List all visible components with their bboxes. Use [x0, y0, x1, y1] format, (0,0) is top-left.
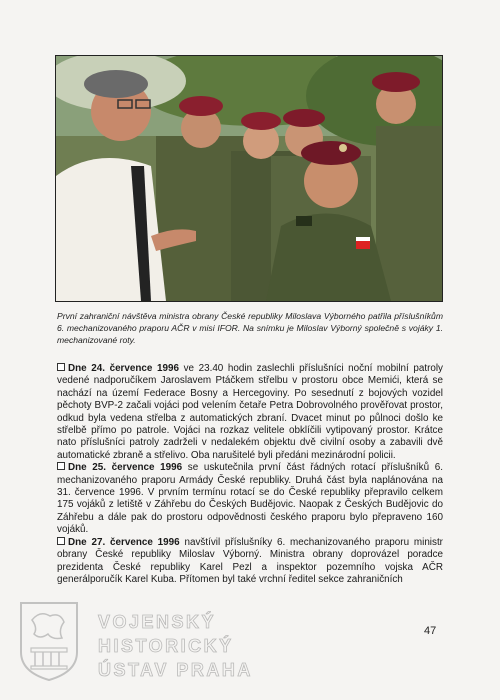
entry-date: Dne 24. července 1996 [68, 363, 179, 374]
entry-date: Dne 25. července 1996 [68, 462, 183, 474]
entry-date: Dne 27. července 1996 [68, 536, 180, 548]
photo-soldiers-minister [56, 56, 442, 301]
entry-text: se uskutečnila první část řádných rotací příslušníků 6. mechanizovaného praporu Armády České republiky. Druhá část byla naplánována na 31. července 1996. V prvním termínu rotací se do České republiky přepravilo celkem 175 vojáků z letiště v Záhřebu do Českých Budějovic. Naopak z Českých Budějovic do Záhřebu a dále pak do prostoru odpovědnosti českého praporu bylo přepraveno 160 vojáků. [57, 462, 443, 536]
bullet-square-icon [57, 537, 65, 545]
watermark-line: HISTORICKÝ [98, 636, 234, 656]
watermark [18, 600, 298, 690]
photo-caption: První zahraniční návštěva ministra obrany České republiky Miloslava Výborného patřila příslušníkům 6. mechanizovaného praporu AČR v misi IFOR. Na snímku je Miloslav Výborný společně s vojáky 1. mechanizované roty. [57, 311, 443, 345]
bullet-square-icon [57, 363, 65, 371]
bullet-square-icon [57, 462, 65, 470]
entry-paragraph [57, 537, 443, 587]
entry-text: navštívil příslušníky 6. mechanizovaného praporu ministr obrany České republiky Miloslav Výborný. Ministra obrany doprovázel poradce prezidenta České republiky Karel Pezl a inspektor pozemního vojska AČR generálporučík Karel Kuba. Přítomen byl také vrchní ředitel sekce zahraničních [57, 536, 443, 585]
entry-text: ve 23.40 hodin zaslechli příslušníci noční mobilní patroly vedené nadporučíkem Jaroslavem Ptáčkem střelbu v prostoru obce Memići, která se nachází na území Federace Bosny a Hercegoviny. Po sesednutí z bojových vozidel pěchoty BVP-2 začali vojáci pod velením četaře Petra Dobrovolného prověřovat prostor, odkud byla vedena střelba z automatických zbraní. Dvacet minut po půlnoci došlo ke střelbě přímo po patrole. Vojáci na rozkaz velitele obklíčili vytipovaný prostor. Krátce nato příslušníci patroly zadrželi v nedalekém objektu dvě civilní osoby a zabavili dvě automatické zbraně a střelivo. Oba narušitelé byli předáni mezinárodní policii. [57, 363, 443, 461]
watermark-line: ÚSTAV PRAHA [98, 660, 253, 680]
body-text [57, 363, 443, 586]
entry-paragraph [57, 462, 443, 536]
page-number: 47 [424, 625, 437, 637]
entry-paragraph [57, 363, 443, 462]
vhu-lion-emblem-icon [18, 600, 80, 682]
watermark-line: VOJENSKÝ [98, 612, 217, 632]
watermark-text [98, 610, 253, 682]
photo [55, 55, 443, 302]
